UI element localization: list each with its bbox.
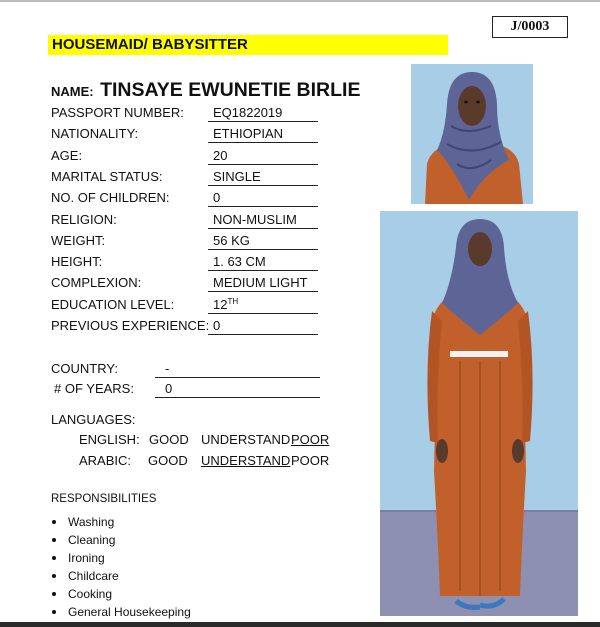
field-label: EDUCATION LEVEL: [51,297,175,312]
field-value [208,169,318,186]
field-value [208,254,318,271]
responsibility-item [51,603,191,621]
field-value [208,190,318,207]
candidate-name [51,79,360,102]
field-value-text: 0 [213,318,221,333]
field-value [208,148,318,165]
field-value-text: NON-MUSLIM [213,212,297,227]
responsibility-text: General Housekeeping [68,605,191,619]
field-label: PASSPORT NUMBER: [51,105,184,120]
page-title: HOUSEMAID/ BABYSITTER [48,35,448,55]
responsibility-text: Childcare [68,569,119,583]
responsibility-text: Cleaning [68,533,116,547]
responsibility-item [51,567,191,585]
responsibility-item [51,513,191,531]
responsibility-item [51,531,191,549]
responsibilities-title: RESPONSIBILITIES [51,493,157,505]
field-value [208,297,318,314]
full-body-photo [380,211,578,616]
field-label: NO. OF CHILDREN: [51,190,170,205]
field-value-sup: TH [227,297,239,306]
language-level-good: GOOD [149,432,189,447]
language-level-poor: POOR [291,453,330,468]
field-label: COMPLEXION: [51,275,142,290]
top-divider [0,0,600,2]
field-value [208,105,318,122]
language-level-poor: POOR [291,432,330,447]
portrait-photo [411,64,533,204]
field-value-text: 56 KG [213,233,250,248]
field-label: NATIONALITY: [51,126,139,141]
country-value: - [155,361,320,378]
bullet-icon [52,556,56,560]
language-name: ARABIC: [79,453,132,468]
language-name: ENGLISH: [79,432,140,447]
bullet-icon [52,574,56,578]
field-label: HEIGHT: [51,254,103,269]
language-level-understand: UNDERSTAND [201,453,291,468]
bullet-icon [52,538,56,542]
country-label: COUNTRY: [51,361,118,376]
field-value-text: 1. 63 CM [213,254,266,269]
field-value [208,233,318,250]
languages-title: LANGUAGES: [51,412,136,427]
field-label: WEIGHT: [51,233,106,248]
field-label: RELIGION: [51,212,117,227]
name-label: NAME: [51,84,94,99]
bullet-icon [52,520,56,524]
field-label: PREVIOUS EXPERIENCE: [51,318,210,333]
field-value [208,275,318,292]
field-value-text: ETHIOPIAN [213,126,284,141]
responsibilities-list [51,513,191,621]
reference-number: J/0003 [492,16,568,38]
field-value-text: 12 [213,297,228,312]
field-label: MARITAL STATUS: [51,169,163,184]
field-value [208,212,318,229]
field-value-text: SINGLE [213,169,261,184]
name-value: TINSAYE EWUNETIE BIRLIE [100,79,361,101]
bottom-divider [0,622,600,627]
responsibility-item [51,549,191,567]
responsibility-text: Ironing [68,551,105,565]
field-label: AGE: [51,148,83,163]
years-label: # OF YEARS: [54,381,134,396]
field-value-text: EQ1822019 [213,105,283,120]
responsibility-text: Washing [68,515,115,529]
years-value: 0 [155,381,320,398]
bullet-icon [52,592,56,596]
bullet-icon [52,610,56,614]
language-level-good: GOOD [148,453,188,468]
field-value-text: 20 [213,148,228,163]
field-value-text: 0 [213,190,221,205]
field-value [208,318,318,335]
field-value [208,126,318,143]
language-level-understand: UNDERSTAND [201,432,291,447]
field-value-text: MEDIUM LIGHT [213,275,308,290]
responsibility-text: Cooking [68,587,113,601]
responsibility-item [51,585,191,603]
